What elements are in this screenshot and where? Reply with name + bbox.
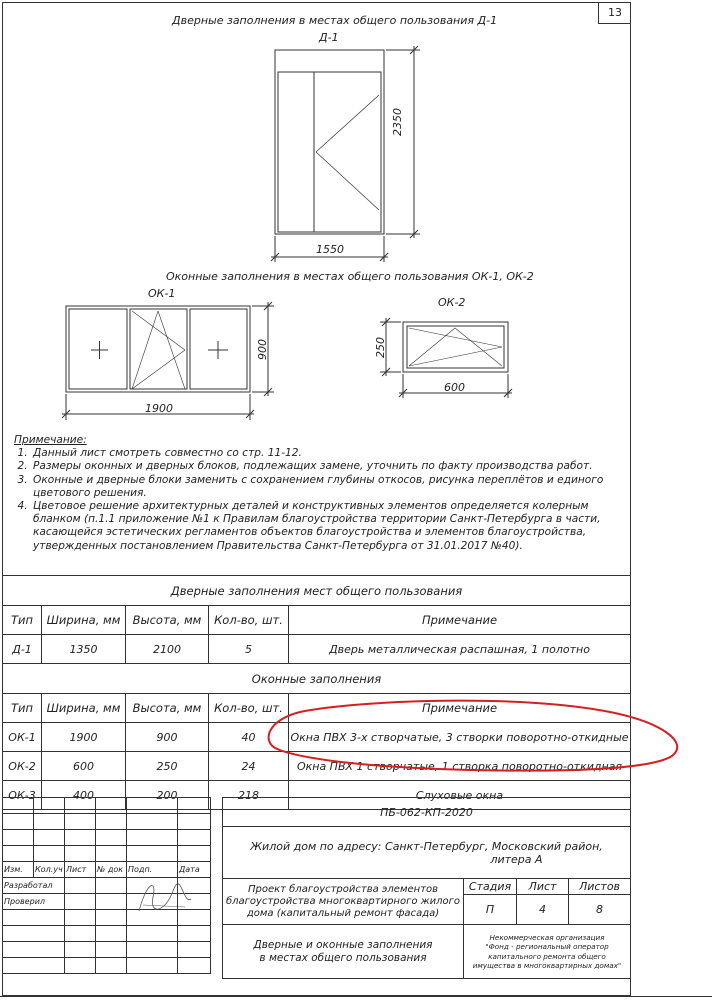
door-label: Д-1 [319,31,339,44]
red-highlight-stroke [269,701,678,771]
sheet-name-line: Дверные и оконные заполнения [253,938,433,951]
document-code: ПБ-062-КП-2020 [222,797,631,827]
ok1-width-dim: 1900 [145,402,173,415]
header-note: Примечание [289,694,631,723]
window-section-title: Оконные заполнения в местах общего пользования ОК-1, ОК-2 [166,270,534,283]
org-line: капитального ремонта общего [488,951,606,961]
notes-heading: Примечание: [14,434,87,446]
header-qty: Кол-во, шт. [209,606,289,635]
col-list: Лист [65,862,96,878]
door-width-dim: 1550 [316,243,344,256]
sheet-label: Лист [516,878,569,895]
door-section-title: Дверные заполнения в местах общего пользования Д-1 [172,14,498,27]
cell-note: Слуховые окна [289,781,631,810]
cell-width: 400 [42,781,126,810]
cell-height: 2100 [126,635,209,664]
sheet-name-line: в местах общего пользования [259,951,427,964]
ok1-label: ОК-1 [148,287,176,300]
note-item: 1. Данный лист смотреть совместно со стр. 11-12. [31,447,636,460]
stage-label: Стадия [463,878,517,895]
header-note: Примечание [289,606,631,635]
cell-qty: 218 [209,781,289,810]
cell-qty: 5 [209,635,289,664]
ok2-label: ОК-2 [438,296,466,309]
org-line: имущества в многоквартирных домах" [472,961,622,970]
header-height: Высота, мм [126,694,209,723]
project-line: дома (капитальный ремонт фасада) [246,907,440,919]
note-item: 2. Размеры оконных и дверных блоков, подлежащих замене, уточнить по факту производства работ. [31,460,636,473]
col-kol-uch: Кол.уч [34,862,65,878]
page-number: 13 [598,2,631,24]
ok2-width-dim: 600 [444,381,465,394]
col-sign: Подп. [127,862,178,878]
header-width: Ширина, мм [42,694,126,723]
cell-note: Окна ПВХ 3-х створчатые, 3 створки поворотно-откидные [289,723,631,752]
cell-height: 200 [126,781,209,810]
header-width: Ширина, мм [42,606,126,635]
sheet-value: 4 [516,894,569,925]
ok1-height-dim: 900 [256,339,269,360]
cell-type: Д-1 [3,635,42,664]
cell-type: ОК-3 [3,781,42,810]
header-type: Тип [3,694,42,723]
cell-note: Окна ПВХ 1 створчатые, 1 створка поворотно-откидная [289,752,631,781]
org-line: "Фонд - региональный оператор [485,942,609,951]
cell-note: Дверь металлическая распашная, 1 полотно [289,635,631,664]
cell-qty: 24 [209,752,289,781]
stage-value: П [463,894,517,925]
header-qty: Кол-во, шт. [209,694,289,723]
project-line: благоустройства многоквартирного жилого [225,895,461,907]
org-line: Некоммерческая организация [489,932,605,942]
note-item: 3. Оконные и дверные блоки заменить с сохранением глубины откосов, рисунка переплётов и единого цветового решения. [31,474,636,500]
note-item: 4. Цветовое решение архитектурных деталей и конструктивных элементов определяется колерным бланком (п.1.1 приложение №1 к Правилам благоустройства территории Санкт-Петербурга в части, касающейся эстетических регламентов объектов благоустройства и элементов благоустройства, утвержденных постановлением Правительства Санкт-Петербурга от 31.01.2017 №40). [31,500,636,553]
project-line: Проект благоустройства элементов [247,883,439,895]
door-height-dim: 2350 [391,108,404,136]
door-table-title: Дверные заполнения мест общего пользования [3,576,631,606]
sheets-value: 8 [568,894,631,925]
checked-label: Проверил [3,894,65,910]
header-height: Высота, мм [126,606,209,635]
col-doc: № док [96,862,127,878]
cell-width: 1350 [42,635,126,664]
ok2-height-dim: 250 [374,337,387,358]
sheets-label: Листов [568,878,631,895]
cell-height: 250 [126,752,209,781]
cell-width: 1900 [42,723,126,752]
address-line1: Жилой дом по адресу: Санкт-Петербург, Московский район, [250,839,603,853]
col-izm: Изм. [3,862,34,878]
cell-height: 900 [126,723,209,752]
window-table-title: Оконные заполнения [3,664,631,694]
cell-type: ОК-2 [3,752,42,781]
cell-width: 600 [42,752,126,781]
header-type: Тип [3,606,42,635]
developed-label: Разработал [3,878,65,894]
address-line2: литера А [490,852,543,866]
cell-qty: 40 [209,723,289,752]
cell-type: ОК-1 [3,723,42,752]
col-date: Дата [178,862,211,878]
